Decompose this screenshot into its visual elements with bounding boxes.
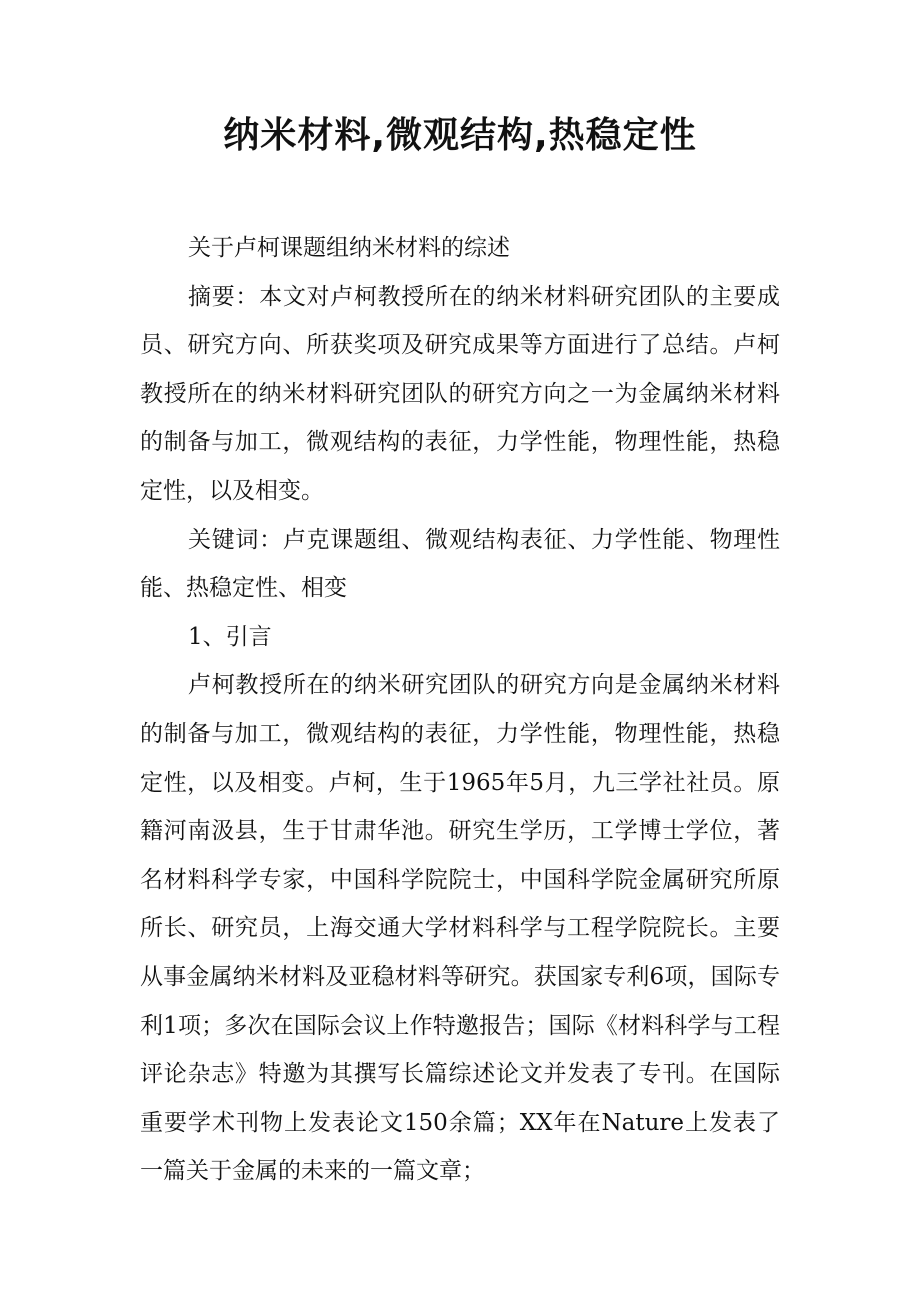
paragraph-subtitle: 关于卢柯课题组纳米材料的综述	[188, 235, 510, 261]
paragraph-abstract: 摘要：本文对卢柯教授所在的纳米材料研究团队的主要成员、研究方向、所获奖项及研究成果等方面进行了总结。卢柯教授所在的纳米材料研究团队的研究方向之一为金属纳米材料的制备与加工，微观结构的表征，力学性能，物理性能，热稳定性，以及相变。	[140, 283, 780, 504]
document-title: 纳米材料,微观结构,热稳定性	[223, 115, 697, 156]
paragraph-keywords: 关键词：卢克课题组、微观结构表征、力学性能、物理性能、热稳定性、相变	[140, 526, 780, 602]
paragraph-introduction: 卢柯教授所在的纳米研究团队的研究方向是金属纳米材料的制备与加工，微观结构的表征，力学性能，物理性能，热稳定性，以及相变。卢柯，生于1965年5月，九三学社社员。原籍河南汲县，生于甘肃华池。研究生学历，工学博士学位，著名材料科学专家，中国科学院院士，中国科学院金属研究所原所长、研究员，上海交通大学材料科学与工程学院院长。主要从事金属纳米材料及亚稳材料等研究。获国家专利6项，国际专利1项；多次在国际会议上作特邀报告；国际《材料科学与工程评论杂志》特邀为其撰写长篇综述论文并发表了专刊。在国际重要学术刊物上发表论文150余篇；XX年在Nature上发表了一篇关于金属的未来的一篇文章；	[140, 672, 780, 1185]
document-body	[140, 224, 780, 1196]
section-heading-introduction: 1、引言	[188, 623, 272, 650]
